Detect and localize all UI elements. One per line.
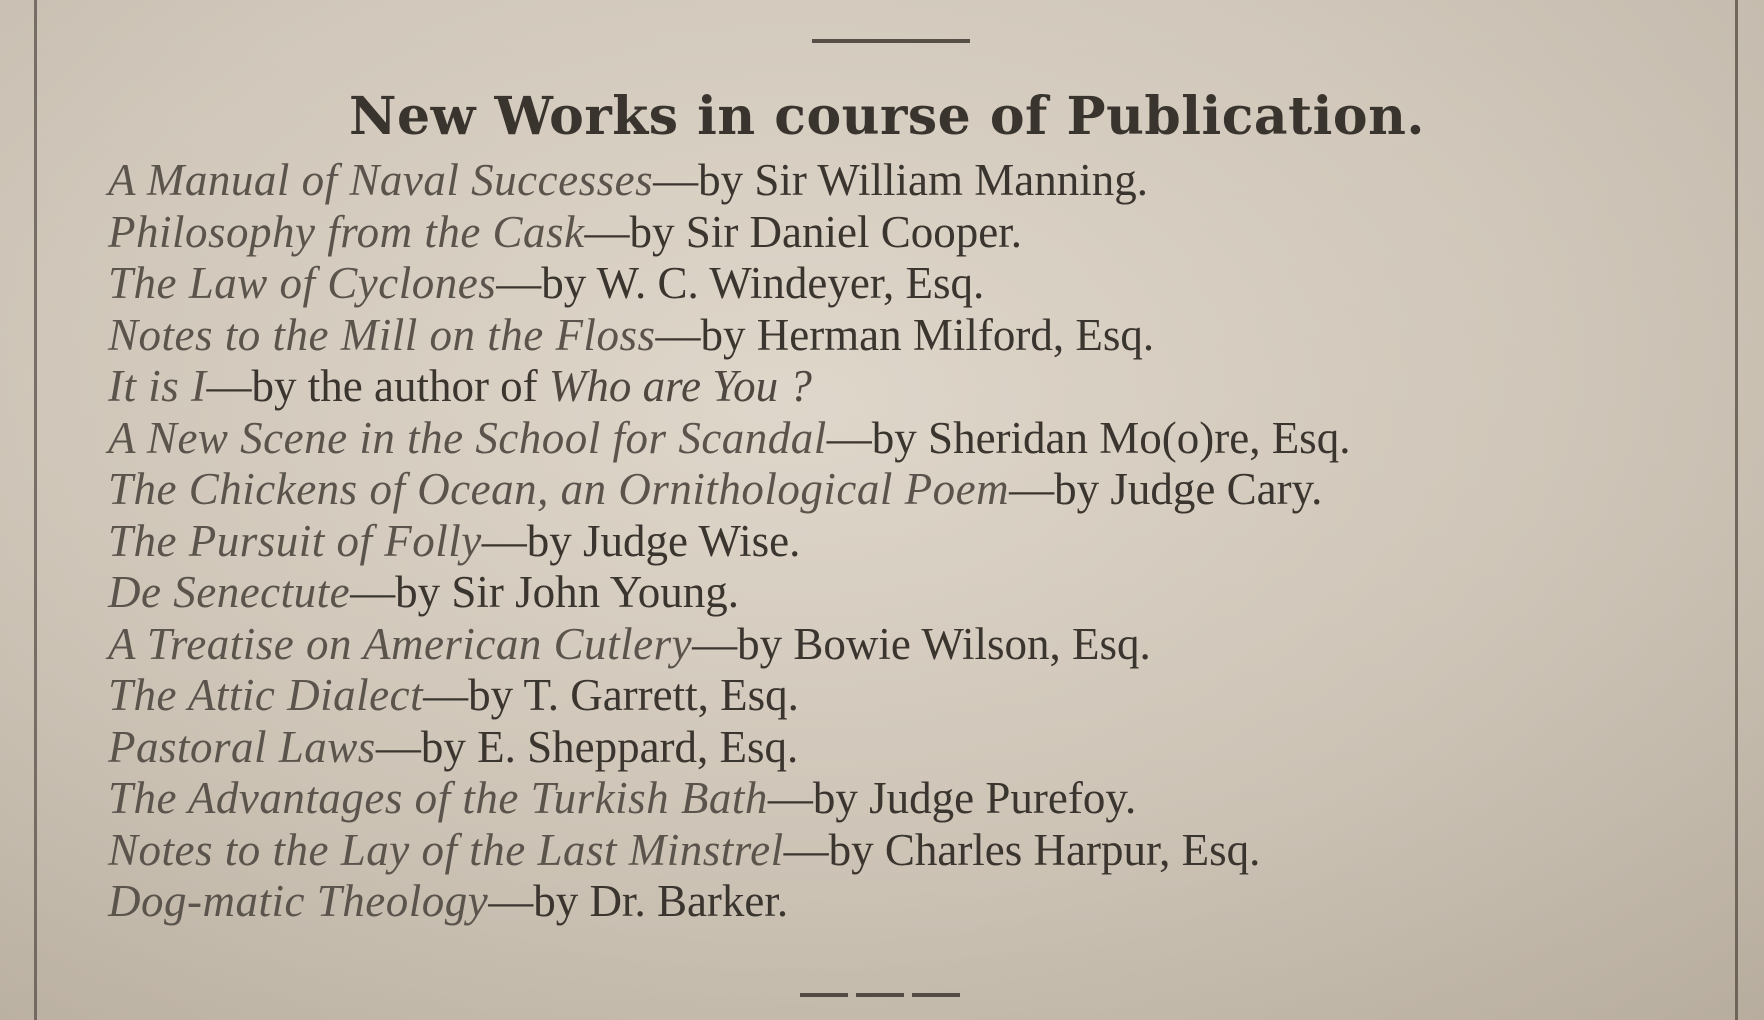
list-item (108, 207, 1728, 259)
work-title: The Pursuit of Folly (108, 515, 482, 566)
work-title: Notes to the Lay of the Last Minstrel (108, 824, 784, 875)
work-title: Philosophy from the Cask (108, 206, 585, 257)
list-item (108, 155, 1728, 207)
work-author: by T. Garrett, Esq. (468, 670, 799, 720)
list-item (108, 619, 1728, 671)
work-title: The Advantages of the Turkish Bath (108, 773, 768, 823)
work-title: The Law of Cyclones (108, 258, 497, 308)
work-author: by Judge Cary. (1054, 464, 1323, 514)
work-title: Dog-matic Theology (108, 876, 489, 926)
dash-separator: — (350, 567, 396, 617)
work-author: by Judge Wise. (526, 515, 801, 566)
work-author: by the author of (251, 361, 549, 411)
work-author: by Sheridan Mo(o)re, Esq. (871, 412, 1351, 463)
work-title: De Senectute (108, 567, 351, 617)
dash-separator: — (496, 258, 542, 308)
dash-separator: — (655, 309, 701, 360)
list-item (108, 876, 1728, 928)
work-title: A Treatise on American Cutlery (108, 618, 693, 669)
dash-separator: — (481, 515, 527, 566)
work-title: A New Scene in the School for Scandal (108, 412, 827, 463)
list-item (108, 722, 1728, 774)
dash-separator: — (375, 721, 421, 772)
list-item (108, 464, 1728, 516)
list-item (108, 670, 1728, 722)
work-title: The Chickens of Ocean, an Ornithological Poem (108, 464, 1010, 514)
dash-separator: — (584, 206, 630, 257)
dash-separator: — (423, 670, 469, 720)
work-author: by Sir William Manning. (698, 155, 1148, 205)
list-item (108, 310, 1728, 362)
work-author: by Dr. Barker. (533, 876, 789, 926)
work-author: by Sir John Young. (395, 567, 739, 617)
dash-separator: — (653, 155, 699, 205)
work-title: A Manual of Naval Successes (108, 155, 654, 205)
bottom-divider-rule (800, 993, 964, 997)
referenced-work-title: Who are You ? (548, 361, 812, 411)
dash-separator: — (692, 618, 738, 669)
dash-separator: — (206, 361, 252, 411)
work-author: by E. Sheppard, Esq. (420, 721, 799, 772)
list-item (108, 567, 1728, 619)
list-item (108, 516, 1728, 568)
work-author: by Judge Purefoy. (812, 773, 1137, 823)
work-title: Notes to the Mill on the Floss (108, 309, 656, 360)
top-divider-rule (812, 39, 970, 43)
work-title: Pastoral Laws (108, 721, 376, 772)
work-title: It is I (108, 361, 207, 411)
dash-separator: — (488, 876, 534, 926)
work-author: by Herman Milford, Esq. (700, 309, 1155, 360)
list-item (108, 825, 1728, 877)
work-author: by W. C. Windeyer, Esq. (541, 258, 985, 308)
work-author: by Bowie Wilson, Esq. (737, 618, 1151, 669)
work-author: by Charles Harpur, Esq. (828, 824, 1261, 875)
list-item (108, 361, 1728, 413)
work-author: by Sir Daniel Cooper. (629, 206, 1023, 257)
column-rule-right (1735, 0, 1738, 1020)
list-item (108, 258, 1728, 310)
publication-list (108, 155, 1728, 928)
column-rule-left (34, 0, 37, 1020)
section-heading: New Works in course of Publication. (349, 86, 1425, 147)
list-item (108, 773, 1728, 825)
dash-separator: — (767, 773, 813, 823)
list-item (108, 413, 1728, 465)
work-title: The Attic Dialect (108, 670, 424, 720)
dash-separator: — (826, 412, 872, 463)
dash-separator: — (783, 824, 829, 875)
dash-separator: — (1009, 464, 1055, 514)
